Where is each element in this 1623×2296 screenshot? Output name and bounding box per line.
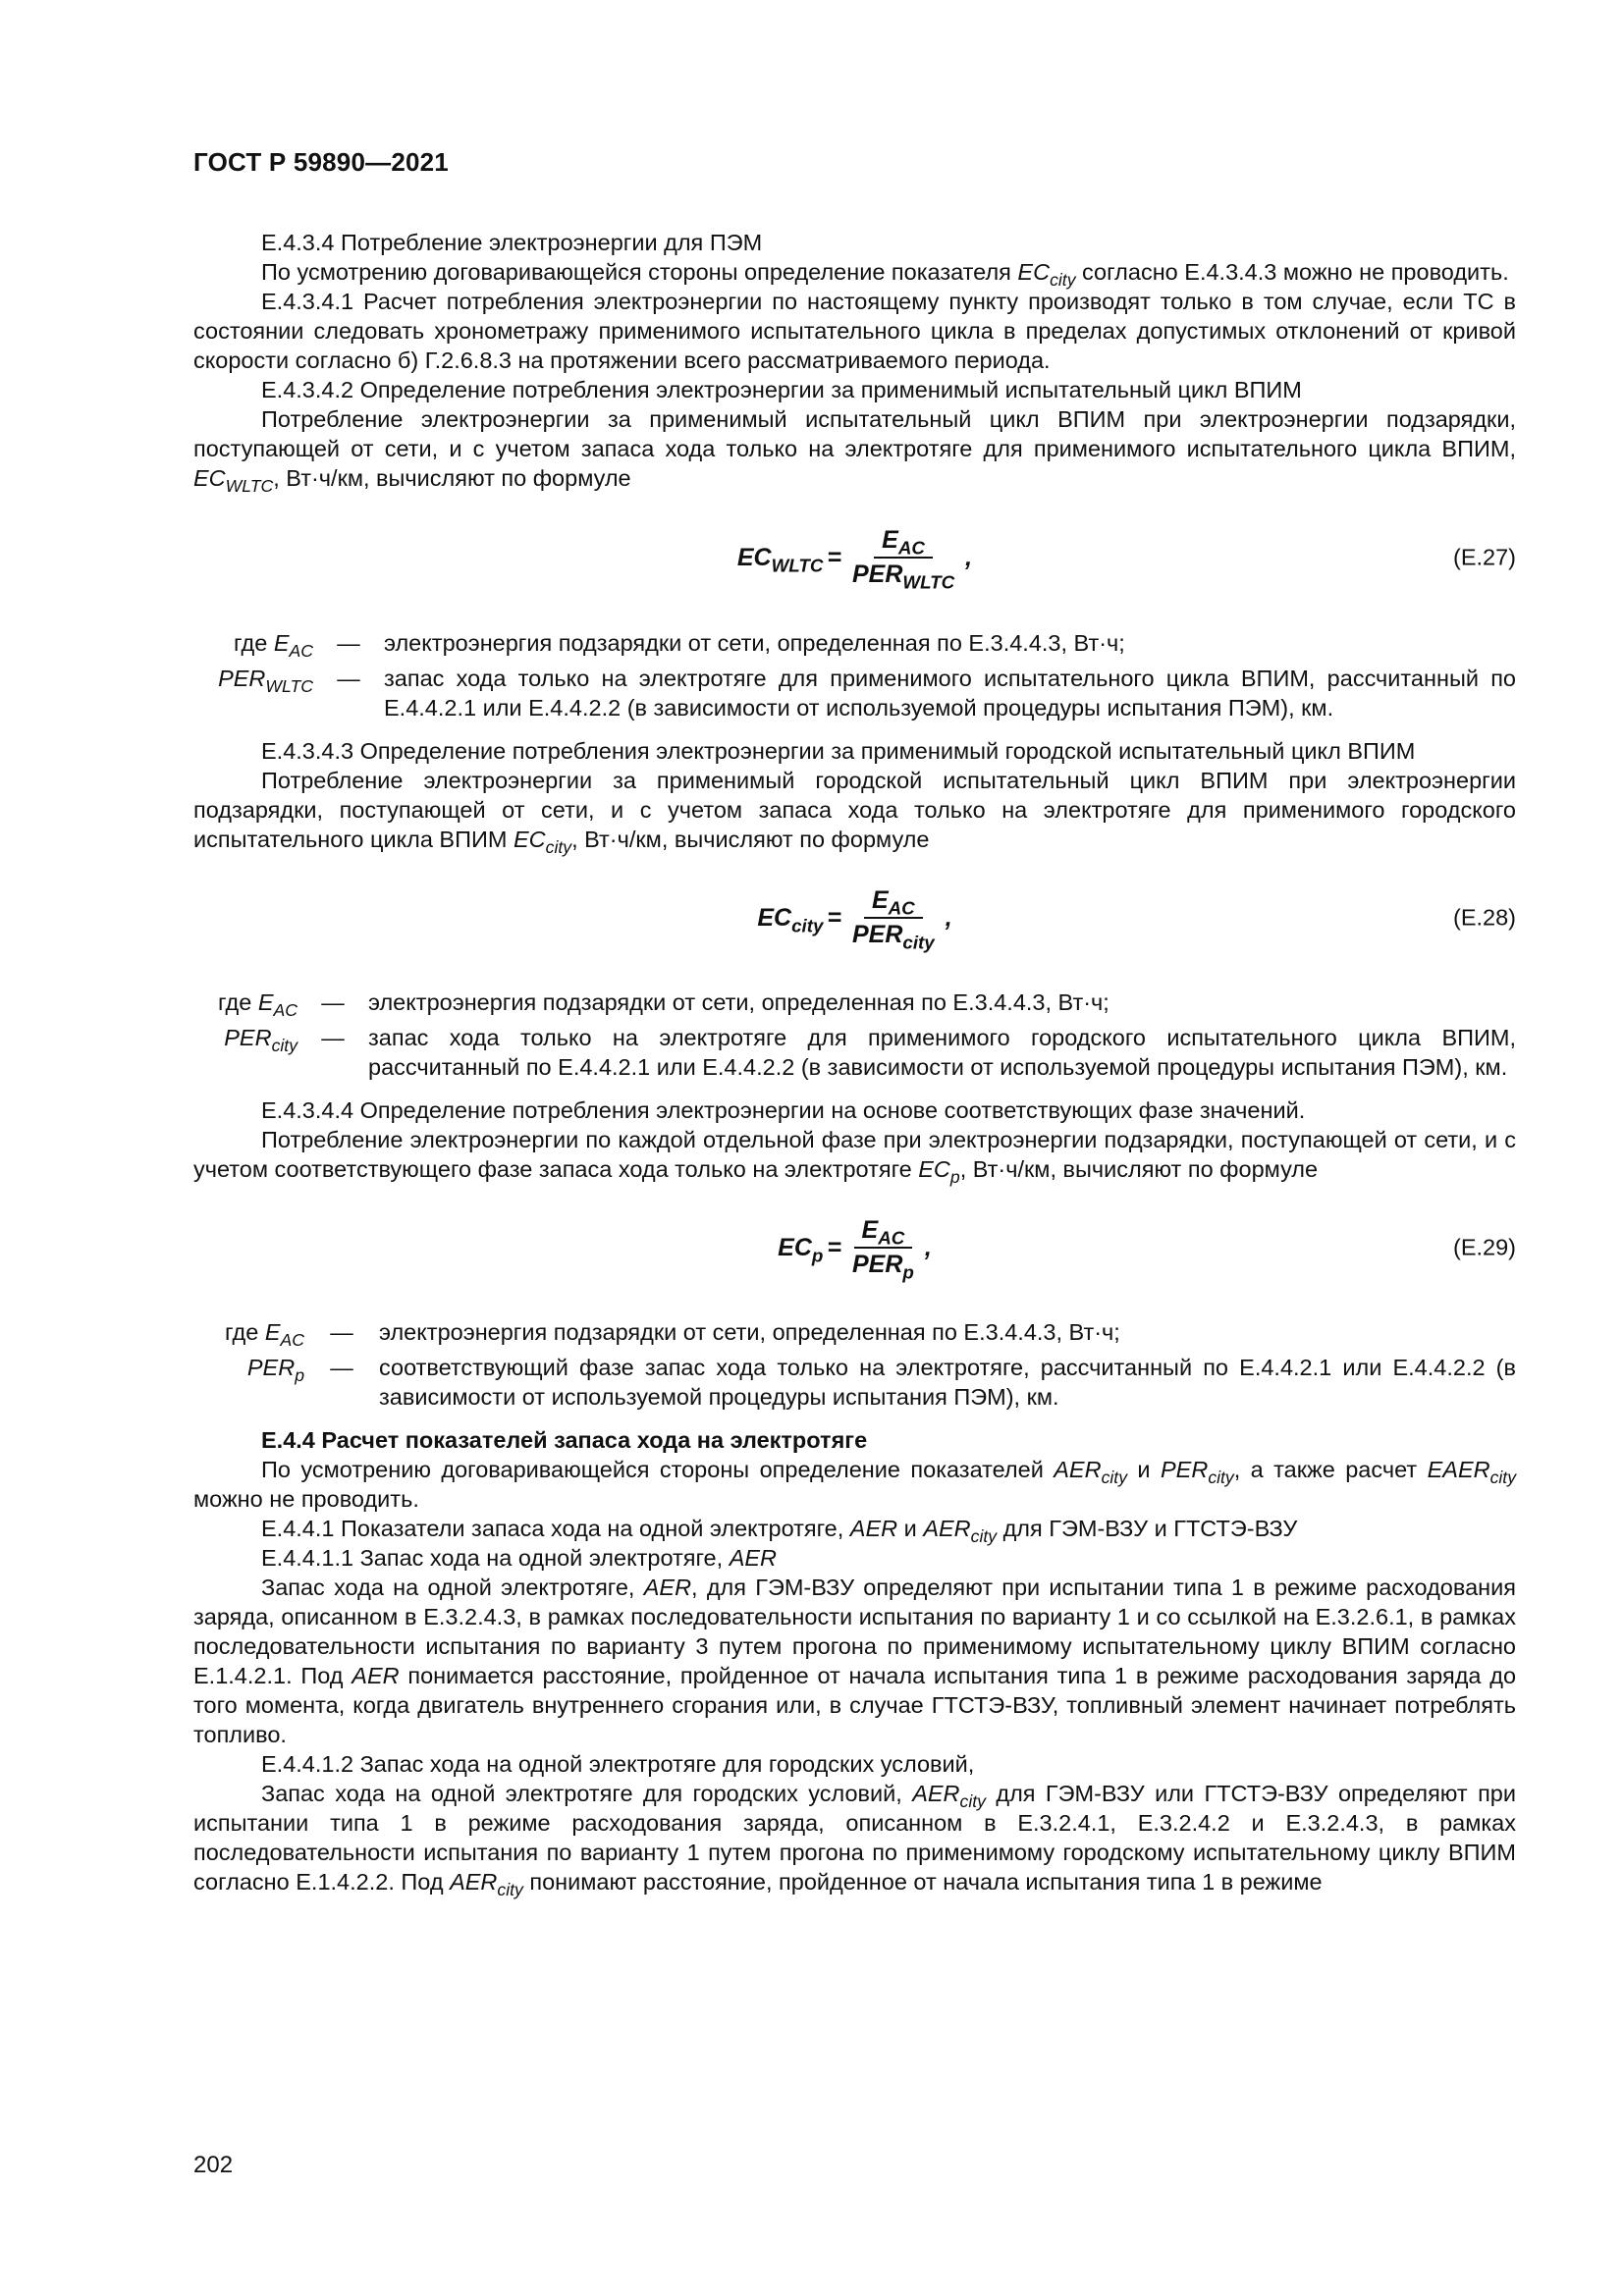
formula-number: (Е.29) [1453,1234,1516,1260]
paragraph: Потребление электроэнергии по каждой отдельной фазе при электроэнергии подзарядки, поступающей от сети, и с учетом соответствующего фазе запаса хода только на электротяге $EC_p$, Вт·ч/км, вычисляют по формуле [193,1127,1516,1188]
paragraph: Е.4.3.4.1 Расчет потребления электроэнергии по настоящему пункту производят только в том случае, если ТС в состоянии следовать хронометражу применимого испытательного цикла в пределах допустимых отклонений от кривой скорости согласно б) Г.2.6.8.3 на протяжении всего рассматриваемого периода. [193,289,1516,373]
paragraph: Потребление электроэнергии за применимый испытательный цикл ВПИМ при электроэнергии подзарядки, поступающей от сети, и с учетом запаса хода только на электротяге для применимого испытательного цикла ВПИМ, $EC_{WLTC}$, Вт·ч/км, вычисляют по формуле [193,406,1516,497]
paragraph: По усмотрению договаривающейся стороны определение показателя $EC_{city}$ согласно Е.4.3.4.3 можно не проводить. [261,259,1509,291]
paragraph: Запас хода на одной электротяге, AER, для ГЭМ-ВЗУ определяют при испытании типа 1 в режиме расходования заряда, описанном в Е.3.2.4.3, в рамках последовательности испытания по варианту 1 и со ссылкой на Е.3.2.6.1, в рамках последовательности испытания по варианту 3 путем прогона по применимому испытательному циклу ВПИМ согласно Е.1.4.2.1. Под AER понимается расстояние, пройденное от начала испытания типа 1 в режиме расходования заряда до того момента, когда двигатель внутреннего сгорания или, в случае ГТСТЭ-ВЗУ, топливный элемент начинает потреблять топливо. [193,1575,1517,1747]
paragraph: Е.4.4.1 Показатели запаса хода на одной электротяге, AER и $AER_{city}$ для ГЭМ-ВЗУ и ГТСТЭ-ВЗУ [261,1516,1298,1547]
formula-e28 [193,854,1516,982]
paragraph: Е.4.3.4.4 Определение потребления электроэнергии на основе соответствующих фазе значений. [261,1097,1306,1123]
formula-number: (Е.27) [1453,544,1516,570]
where-item: $PER_p$ — соответствующий фазе запас хода только на электротяге, рассчитанный по Е.4.4.2.1 или Е.4.4.2.2 (в зависимости от используемой процедуры испытания ПЭМ), км. [246,1355,1516,1410]
where-list-e27 [193,628,1516,722]
document-header: ГОСТ Р 59890—2021 [193,147,449,177]
page-number: 202 [193,2152,234,2178]
where-item: где $E_{AC}$ — электроэнергия подзарядки от сети, определенная по Е.3.4.4.3, Вт·ч; [225,1319,1120,1351]
paragraph: Запас хода на одной электротяге для городских условий, $AER_{city}$ для ГЭМ-ВЗУ или ГТСТЭ-ВЗУ определяют при испытании типа 1 в режиме расходования заряда, описанном в Е.3.2.4.1, Е.3.2.4.2 и Е.3.2.4.3, в рамках последовательности испытания по варианту 1 путем прогона по применимому городскому испытательному циклу ВПИМ согласно Е.1.4.2.2. Под $AER_{city}$ понимают расстояние, пройденное от начала испытания типа 1 в режиме [193,1781,1516,1900]
paragraph: Е.4.3.4.2 Определение потребления электроэнергии за применимый испытательный цикл ВПИМ [261,377,1302,402]
document-body [193,228,1517,1900]
formula-expression: $EC_p$ = $\frac{E_{AC}}{PER_p}$ , [778,1216,932,1283]
formula-expression: $EC_{WLTC}$ = $\frac{E_{AC}}{PER_{WLTC}}$ , [736,526,973,593]
section-title-e44: Е.4.4 Расчет показателей запаса хода на электротяге [261,1427,868,1453]
where-item: $PER_{WLTC}$ — запас хода только на электротяге для применимого испытательного цикла ВПИМ, рассчитанный по Е.4.4.2.1 или Е.4.4.2.2 (в зависимости от используемой процедуры испытания ПЭМ), км. [218,666,1516,721]
where-item: где $E_{AC}$ — электроэнергия подзарядки от сети, определенная по Е.3.4.4.3, Вт·ч; [234,630,1125,662]
where-list-e28 [193,988,1516,1082]
paragraph: Е.4.3.4.3 Определение потребления электроэнергии за применимый городской испытательный цикл ВПИМ [261,738,1416,764]
paragraph: Е.4.4.1.2 Запас хода на одной электротяге для городских условий, [261,1751,975,1777]
section-title-e4344: Е.4.3.4 Потребление электроэнергии для ПЭМ [261,230,763,255]
where-item: $PER_{city}$ — запас хода только на электротяге для применимого городского испытательного цикла ВПИМ, рассчитанный по Е.4.4.2.1 или Е.4.4.2.2 (в зависимости от используемой процедуры испытания ПЭМ), км. [224,1025,1516,1080]
fraction: $\frac{E_{AC}}{PER_p}$ [851,1216,914,1283]
fraction: $\frac{E_{AC}}{PER_{city}}$ [851,886,935,953]
formula-number: (Е.28) [1453,904,1516,931]
paragraph: Потребление электроэнергии за применимый городской испытательный цикл ВПИМ при электроэнергии подзарядки, поступающей от сети, и с учетом запаса хода только на электротяге для применимого городского испытательного цикла ВПИМ $EC_{city}$, Вт·ч/км, вычисляют по формуле [193,768,1516,858]
formula-e29 [193,1184,1516,1311]
paragraph: По усмотрению договаривающейся стороны определение показателей $AER_{city}$ и $PER_{city}$, а также расчет $EAER_{city}$ можно не проводить. [193,1457,1517,1512]
formula-e27 [193,493,1516,622]
where-list-e29 [193,1317,1516,1412]
paragraph: Е.4.4.1.1 Запас хода на одной электротяге, AER [261,1545,778,1571]
where-item: где $E_{AC}$ — электроэнергия подзарядки от сети, определенная по Е.3.4.4.3, Вт·ч; [218,989,1109,1021]
fraction: $\frac{E_{AC}}{PER_{WLTC}}$ [851,526,955,593]
formula-expression: $EC_{city}$ = $\frac{E_{AC}}{PER_{city}}$ , [757,886,952,953]
